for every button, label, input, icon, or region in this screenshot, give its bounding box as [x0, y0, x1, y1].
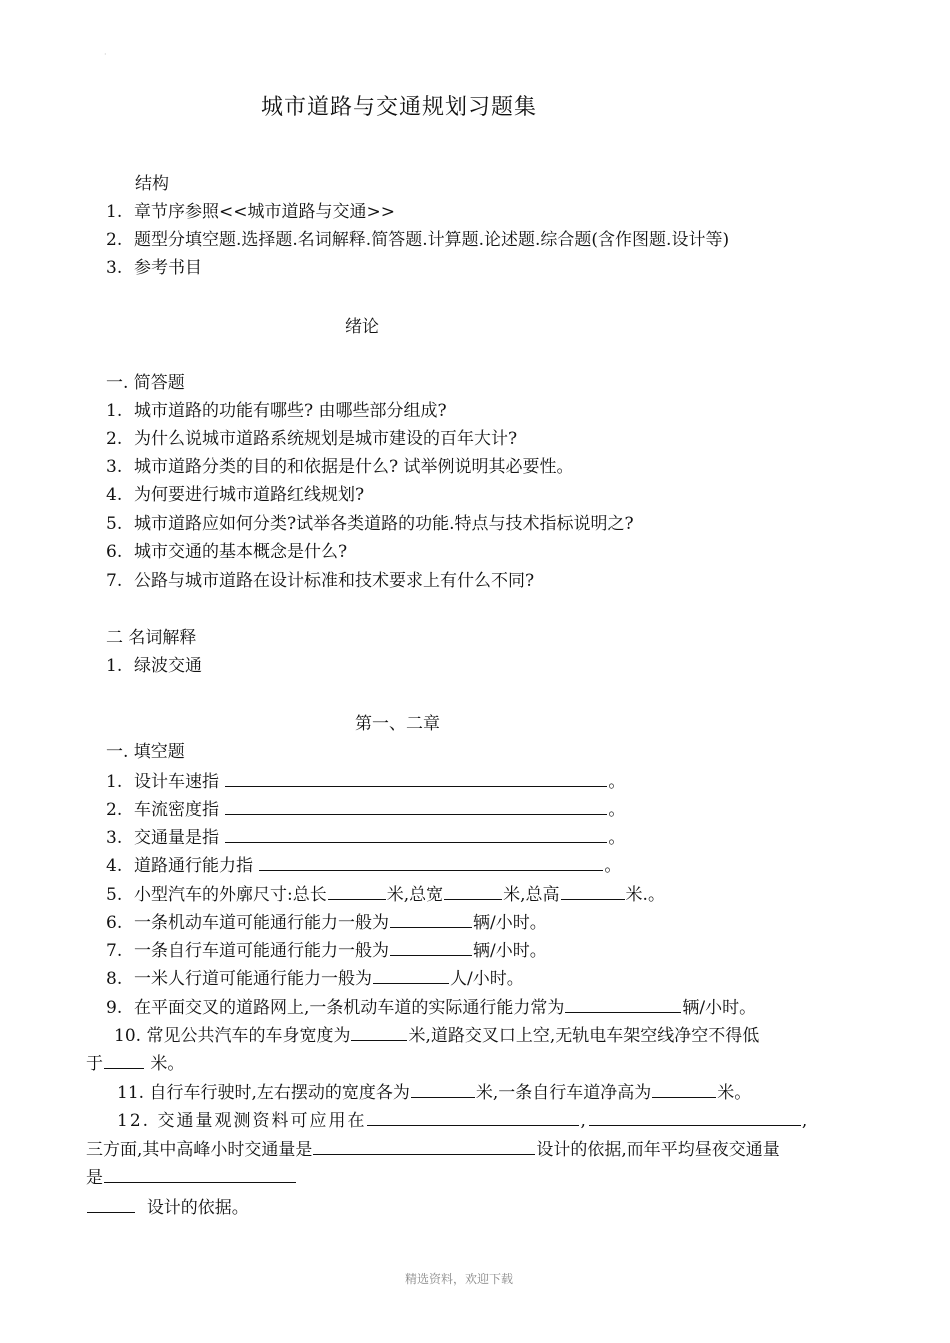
- fill-question-8: 8. 一米人行道可能通行能力一般为 人/小时。: [106, 969, 524, 989]
- answer-blank[interactable]: [104, 1052, 144, 1069]
- question-number: 7.: [106, 571, 123, 591]
- list-text: 题型分填空题.选择题.名词解释.简答题.计算题.论述题.综合题(含作图题.设计等): [134, 230, 730, 250]
- fill-question-10-cont: 于 米。: [86, 1054, 185, 1074]
- section-heading-intro: 绪论: [345, 317, 379, 337]
- question-item: [106, 484, 364, 506]
- term-item: [106, 655, 202, 677]
- list-item: [106, 257, 202, 279]
- term-number: 1.: [106, 656, 123, 676]
- answer-blank[interactable]: [225, 826, 607, 843]
- fill-question-12-cont3: 设计的依据。: [86, 1196, 249, 1219]
- list-item: [106, 229, 729, 251]
- subsection-heading: 一. 简答题: [106, 373, 185, 393]
- fill-question-2: 2. 车流密度指 。: [106, 800, 626, 820]
- answer-blank[interactable]: [87, 1196, 135, 1213]
- list-text: 参考书目: [134, 258, 202, 278]
- answer-blank[interactable]: [104, 1166, 296, 1183]
- answer-blank[interactable]: [411, 1081, 475, 1098]
- question-number: 3.: [106, 457, 123, 477]
- answer-blank[interactable]: [225, 798, 607, 815]
- answer-blank[interactable]: [390, 911, 472, 928]
- answer-blank[interactable]: [589, 1109, 801, 1126]
- question-item: [106, 428, 517, 450]
- question-number: 2.: [106, 429, 123, 449]
- answer-blank[interactable]: [259, 854, 603, 871]
- fill-question-12-cont: 三方面,其中高峰小时交通量是 设计的依据,而年平均昼夜交通量: [86, 1140, 780, 1160]
- question-number: 4.: [106, 485, 123, 505]
- section-heading-chapter: 第一、二章: [355, 714, 440, 734]
- question-number: 5.: [106, 514, 123, 534]
- structure-heading: 结构: [135, 174, 169, 194]
- list-number: 3.: [106, 258, 123, 278]
- corner-mark: ·: [104, 50, 107, 59]
- answer-blank[interactable]: [225, 770, 607, 787]
- fill-question-4: 4. 道路通行能力指 。: [106, 856, 622, 876]
- question-text: 城市道路应如何分类?试举各类道路的功能.特点与技术指标说明之?: [134, 514, 634, 534]
- answer-blank[interactable]: [351, 1024, 407, 1041]
- answer-blank[interactable]: [444, 883, 502, 900]
- list-number: 2.: [106, 230, 123, 250]
- question-text: 公路与城市道路在设计标准和技术要求上有什么不同?: [134, 571, 535, 591]
- fill-question-12-cont2: 是: [86, 1166, 297, 1189]
- fill-question-5: 5. 小型汽车的外廓尺寸:总长 米,总宽 米,总高 米.。: [106, 885, 665, 905]
- fill-question-12: 12. 交通量观测资料可应用在 , ,: [117, 1111, 810, 1131]
- fill-question-10: 10. 常见公共汽车的车身宽度为 米,道路交叉口上空,无轨电车架空线净空不得低: [114, 1026, 760, 1046]
- term-text: 绿波交通: [134, 656, 202, 676]
- subsection-heading: 二 名词解释: [106, 628, 197, 648]
- question-item: [106, 513, 634, 535]
- answer-blank[interactable]: [313, 1138, 535, 1155]
- answer-blank[interactable]: [328, 883, 386, 900]
- fill-question-1: 1. 设计车速指 。: [106, 772, 626, 792]
- list-text: 章节序参照<<城市道路与交通>>: [134, 202, 395, 222]
- answer-blank[interactable]: [565, 996, 681, 1013]
- answer-blank[interactable]: [390, 939, 472, 956]
- question-item: [106, 541, 347, 563]
- answer-blank[interactable]: [652, 1081, 716, 1098]
- question-text: 为什么说城市道路系统规划是城市建设的百年大计?: [134, 429, 518, 449]
- list-number: 1.: [106, 202, 123, 222]
- question-item: [106, 456, 574, 478]
- question-text: 城市道路的功能有哪些? 由哪些部分组成?: [134, 401, 447, 421]
- fill-question-3: 3. 交通量是指 。: [106, 828, 626, 848]
- answer-blank[interactable]: [373, 967, 449, 984]
- page-title: 城市道路与交通规划习题集: [261, 95, 538, 120]
- fill-question-7: 7. 一条自行车道可能通行能力一般为 辆/小时。: [106, 941, 547, 961]
- question-text: 城市道路分类的目的和依据是什么? 试举例说明其必要性。: [134, 457, 574, 477]
- answer-blank[interactable]: [367, 1109, 579, 1126]
- list-item: [106, 201, 395, 223]
- question-item: [106, 570, 534, 592]
- question-text: 城市交通的基本概念是什么?: [134, 542, 348, 562]
- fill-question-11: 11. 自行车行驶时,左右摆动的宽度各为 米,一条自行车道净高为 米。: [117, 1083, 752, 1103]
- question-number: 1.: [106, 401, 123, 421]
- answer-blank[interactable]: [561, 883, 625, 900]
- question-text: 为何要进行城市道路红线规划?: [134, 485, 365, 505]
- fill-question-9: 9. 在平面交叉的道路网上,一条机动车道的实际通行能力常为 辆/小时。: [106, 998, 757, 1018]
- question-number: 6.: [106, 542, 123, 562]
- subsection-heading: 一. 填空题: [106, 742, 185, 762]
- question-item: [106, 400, 447, 422]
- page-footer: 精选资料，欢迎下载: [405, 1272, 514, 1286]
- fill-question-6: 6. 一条机动车道可能通行能力一般为 辆/小时。: [106, 913, 547, 933]
